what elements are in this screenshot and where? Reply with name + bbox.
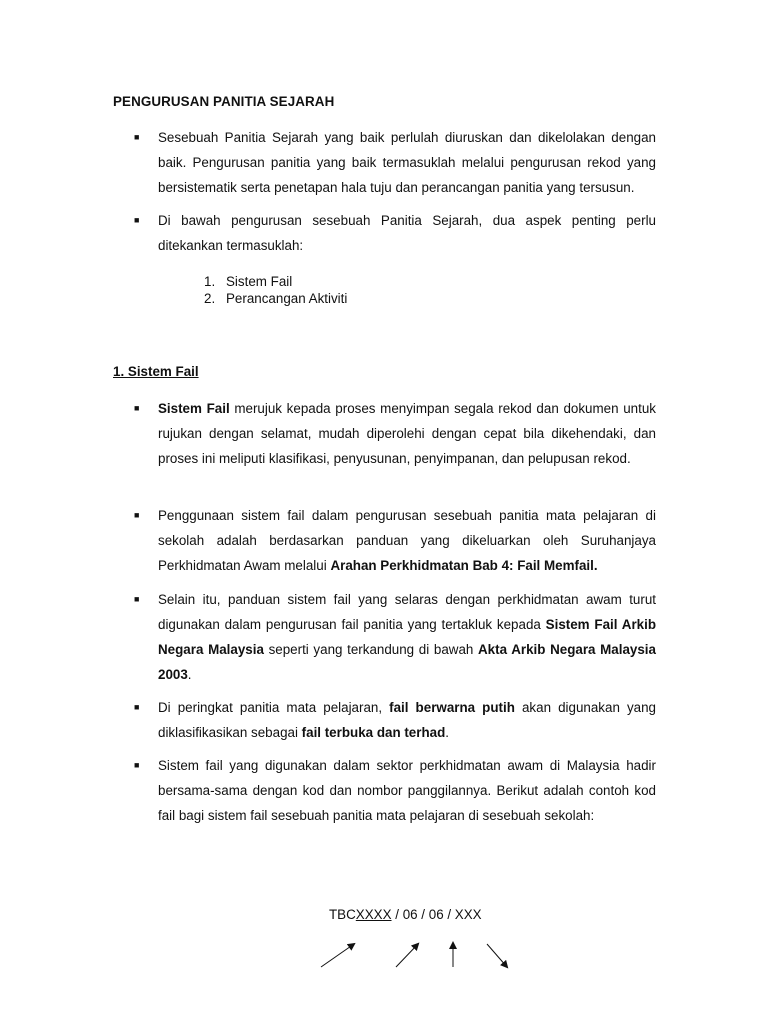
bullet-icon: ■ — [134, 760, 140, 770]
list-number: 1. — [204, 274, 216, 289]
body-text: Di peringkat panitia mata pelajaran, — [158, 700, 390, 715]
page-title: PENGURUSAN PANITIA SEJARAH — [113, 94, 335, 109]
bullet-icon: ■ — [134, 132, 140, 142]
bullet-icon: ■ — [134, 215, 140, 225]
bullet-icon: ■ — [134, 403, 140, 413]
arrow-icon — [321, 944, 354, 967]
body-text: . — [187, 667, 192, 682]
arrow-icon — [487, 944, 507, 967]
file-code-prefix: TBC — [329, 907, 356, 922]
intro-bullet-text: Di bawah pengurusan sesebuah Panitia Sejarah, dua aspek penting perlu ditekankan termasuklah: — [158, 213, 656, 253]
body-text: seperti yang terkandung di bawah — [263, 642, 478, 657]
section-heading: 1. Sistem Fail — [113, 364, 199, 379]
intro-bullet-text: Sesebuah Panitia Sejarah yang baik perlulah diuruskan dan dikelolakan dengan baik. Pengurusan panitia yang baik termasuklah melalui pengurusan rekod yang bersistematik serta penetapan hala tuju dan perancangan panitia yang tersusun. — [158, 130, 656, 195]
list-item-text: Sistem Fail — [226, 274, 293, 289]
file-code-rest: / 06 / 06 / XXX — [391, 907, 482, 922]
body-text: . — [445, 725, 449, 740]
body-text: Selain itu, panduan sistem fail yang selaras dengan perkhidmatan awam turut digunakan dalam pengurusan fail panitia yang tertakluk kepada — [158, 592, 656, 632]
bold-term: Akta Arkib Negara Malaysia 2003 — [158, 642, 656, 682]
bold-term: fail berwarna putih — [389, 700, 515, 715]
section-bullet-text: Sistem fail yang digunakan dalam sektor perkhidmatan awam di Malaysia hadir bersama-sama dengan kod dan nombor panggilannya. Berikut adalah contoh kod fail bagi sistem fail sesebuah panitia mata pelajaran di sesebuah sekolah: — [158, 758, 656, 823]
arrow-icon — [396, 944, 418, 967]
body-text: merujuk kepada proses menyimpan segala rekod dan dokumen untuk rujukan dengan selamat, mudah diperolehi dengan cepat bila dikehendaki, dan proses ini meliputi klasifikasi, penyusunan, penyimpanan, dan pelupusan rekod. — [158, 401, 656, 466]
bullet-icon: ■ — [134, 702, 140, 712]
bold-term: fail terbuka dan terhad — [301, 725, 446, 740]
file-code-underlined: XXXX — [355, 907, 392, 922]
bullet-icon: ■ — [134, 510, 140, 520]
bold-term: Arahan Perkhidmatan Bab 4: Fail Memfail. — [330, 558, 598, 573]
body-text: akan digunakan yang diklasifikasikan sebagai — [158, 700, 657, 740]
list-item-text: Perancangan Aktiviti — [226, 291, 348, 306]
bold-term: Sistem Fail — [158, 401, 230, 416]
bullet-icon: ■ — [134, 594, 140, 604]
bold-term: Sistem Fail Arkib Negara Malaysia — [158, 617, 657, 657]
list-number: 2. — [204, 291, 216, 306]
body-text: Penggunaan sistem fail dalam pengurusan sesebuah panitia mata pelajaran di sekolah adalah berdasarkan panduan yang dikeluarkan oleh Suruhanjaya Perkhidmatan Awam melalui — [158, 508, 656, 573]
